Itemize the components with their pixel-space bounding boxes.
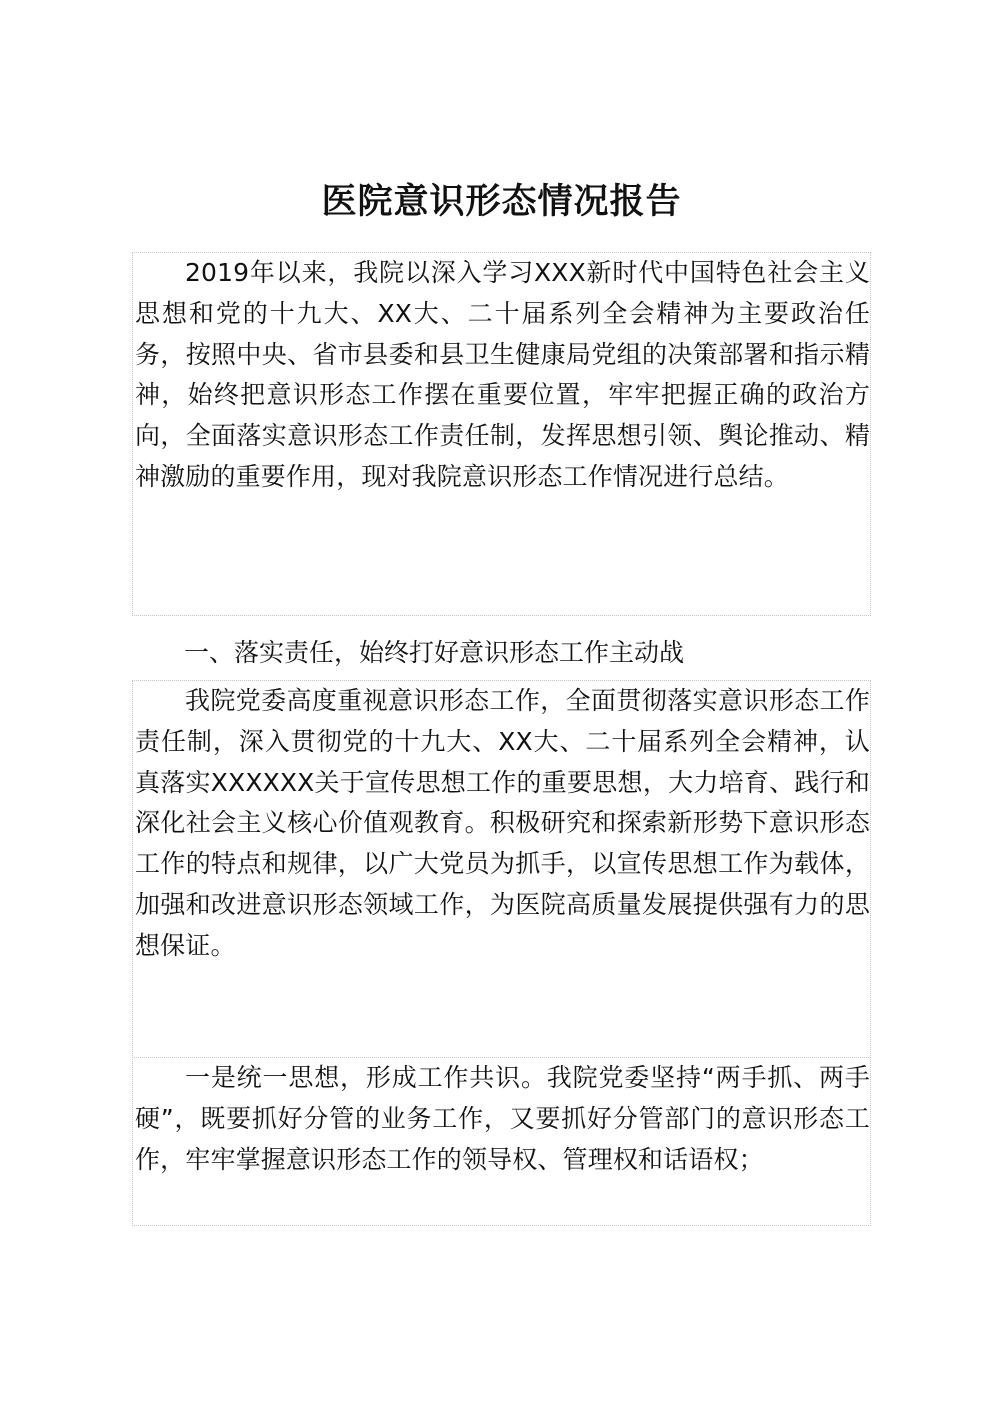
paragraph-intro: 2019年以来，我院以深入学习XXX新时代中国特色社会主义思想和党的十九大、XX大、二十届系列全会精神为主要政治任务，按照中央、省市县委和县卫生健康局党组的决策部署和指示精神，始终把意识形态工作摆在重要位置，牢牢把握正确的政治方向，全面落实意识形态工作责任制，发挥思想引领、舆论推动、精神激励的重要作用，现对我院意识形态工作情况进行总结。	[135, 258, 870, 491]
paragraph-block	[132, 1057, 871, 1226]
section-heading: 一、落实责任，始终打好意识形态工作主动战	[184, 638, 685, 667]
paragraph-block	[132, 252, 871, 616]
paragraph-section-body: 我院党委高度重视意识形态工作，全面贯彻落实意识形态工作责任制，深入贯彻党的十九大、XX大、二十届系列全会精神，认真落实XXXXXX关于宣传思想工作的重要思想，大力培育、践行和深化社会主义核心价值观教育。积极研究和探索新形势下意识形态工作的特点和规律，以广大党员为抓手，以宣传思想工作为载体，加强和改进意识形态领域工作，为医院高质量发展提供强有力的思想保证。	[135, 686, 870, 960]
paragraph-block	[132, 680, 871, 1058]
paragraph-point-one: 一是统一思想，形成工作共识。我院党委坚持“两手抓、两手硬”，既要抓好分管的业务工作，又要抓好分管部门的意识形态工作，牢牢掌握意识形态工作的领导权、管理权和话语权；	[135, 1063, 870, 1174]
section-heading-block	[132, 630, 869, 676]
document-title: 医院意识形态情况报告	[321, 182, 682, 222]
